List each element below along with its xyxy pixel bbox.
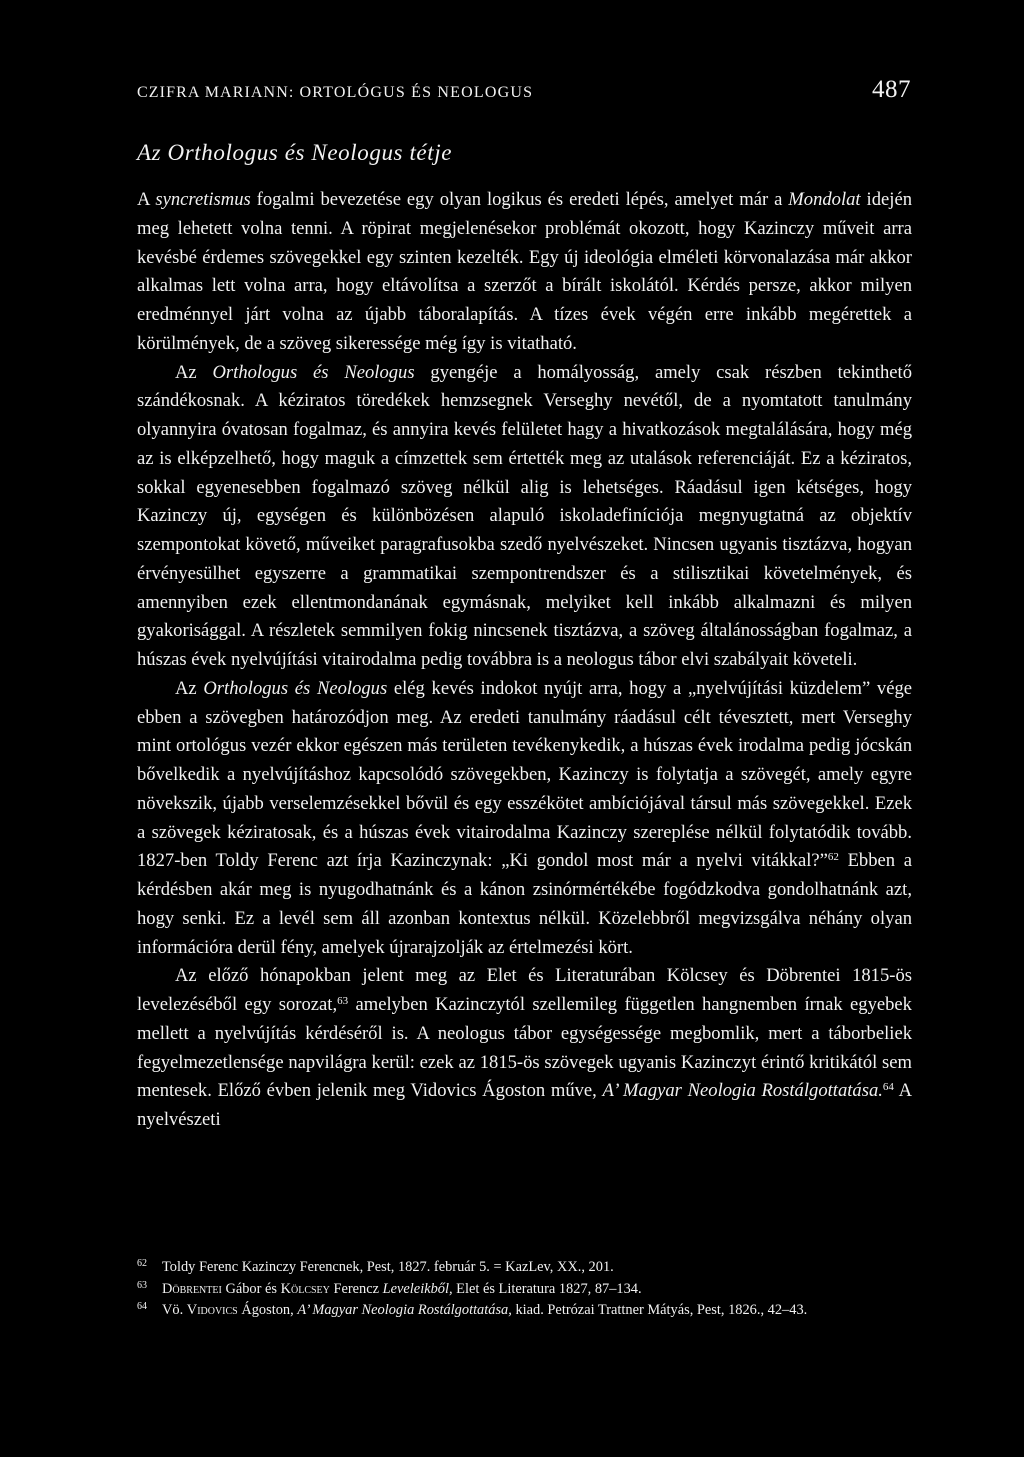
author-name: Vidovics (186, 1302, 238, 1318)
text-run: idején meg lehetett volna tenni. A röpirat megjelenésekor problémát okozott, hogy Kazinczy műveit arra kevésbé érdemes szövegekkel egy szinten kezelték. Egy új ideológia elméleti körvonalazása már akkor alkalmas lett volna arra, hogy eltávolítsa a szerzőt a bírált iskolától. Kérdés persze, akkor milyen eredménnyel járt volna az újabb táboralapítás. A tízes évek végén erre inkább megérettek a körülmények, de a szöveg sikeressége még így is vitatható. (137, 189, 912, 354)
footnote-number: 63 (137, 1279, 147, 1291)
text-run: Ágoston, (237, 1302, 298, 1318)
italic-title: Orthologus és Neologus (203, 677, 388, 699)
footnote-number: 64 (137, 1301, 147, 1312)
footnote-text (162, 1300, 912, 1322)
footnote-63 (137, 1279, 912, 1301)
italic-title: Leveleikből, (382, 1280, 453, 1297)
footnote-ref-64[interactable]: 64 (882, 1081, 894, 1094)
text-run: Vö. (162, 1302, 187, 1318)
text-run: A (137, 189, 156, 210)
text-run: Ebben a kérdésben akár meg is nyugodhatnánk és a kánon zsinórmértékébe fogódzkodva gondolhatnánk azt, hogy senki. Ez a levél sem áll azonban kontextus nélkül. Közelebbről megvizsgálva néhány olyan információra derül fény, amelyek újrarajzolják az értelmezési kört. (137, 850, 912, 958)
footnote-64 (137, 1300, 912, 1322)
italic-title: Orthologus és Neologus (212, 361, 415, 383)
text-run: A nyelvészeti (137, 1080, 912, 1130)
body-text (137, 186, 912, 1135)
paragraph-2 (137, 359, 912, 675)
running-head-text (137, 84, 533, 102)
author-name: Döbrentei (162, 1280, 222, 1297)
running-head-author: CZIFRA MARIANN: (137, 84, 295, 101)
text-run: elég kevés indokot nyújt arra, hogy a „nyelvújítási küzdelem” vége ebben a szövegben határozódjon meg. Az eredeti tanulmány ráadásul célt tévesztett, mert Verseghy mint ortológus vezér ekkor egészen más területen tevékenykedik, a húszas évek irodalma pedig jócskán bővelkedik a nyelvújításhoz kapcsolódó szövegekben, Kazinczy is folytatja a szövegét, amely egyre növekszik, újabb verselemzésekkel bővül és egy esszékötet ambíciójával társul más szövegekkel. Ezek a szövegek kéziratosak, és a húszas évek vitairodalma Kazinczy szereplése nélkül folytatódik tovább. 1827-ben Toldy Ferenc azt írja Kazinczynak: „Ki gondol most már a nyelvi vitákkal?” (137, 677, 912, 872)
italic-title: A’ Magyar Neologia Rostálgottatása, (297, 1302, 512, 1318)
footnote-62 (137, 1257, 912, 1279)
author-name: Kölcsey (280, 1280, 330, 1297)
text-run: kiad. Petrózai Trattner Mátyás, Pest, 1826., 42–43. (511, 1302, 808, 1318)
text-run: gyengéje a homályosság, amely csak részben tekinthető szándékosnak. A kéziratos töredékek hemzsegnek Verseghy nevétől, de a nyomtatott tanulmány olyannyira óvatosan fogalmaz, és annyira kevés felületet hagy a hivatkozások megtalálására, hogy még az is elképzelhető, hogy maguk a címzettek sem értették meg az utalások referenciáját. Ez a kéziratos, sokkal egyenesebben fogalmazó szöveg nélkül alig is lehetséges. Ráadásul igen kétséges, hogy Kazinczy új, egységen és különbözésen alapuló iskoladefiníciója megnyugtatná az objektív szempontokat követő, műveiket paragrafusokba szedő nyelvészeket. Nincsen ugyanis tisztázva, hogyan érvényesülhet egyszerre a grammatikai szempontrendszer és a stilisztikai követelmények, és amennyiben ezek ellentmondanának egymásnak, melyiket kell inkább alkalmazni és milyen gyakorisággal. A részletek semmilyen fokig nincsenek tisztázva, a szöveg általánosságban fogalmaz, a húszas évek nyelvújítási vitairodalma pedig továbbra is a neologus tábor elvi szabályait követeli. (137, 361, 912, 670)
footnote-text: Toldy Ferenc Kazinczy Ferencnek, Pest, 1827. február 5. = KazLev, XX., 201. (162, 1259, 614, 1275)
italic-term: syncretismus (155, 189, 251, 210)
footnote-ref-63[interactable]: 63 (337, 995, 349, 1007)
footnote-text (162, 1279, 912, 1301)
text-run: amelyben Kazinczytól szellemileg független hangnemben írnak egyebek mellett a nyelvújítás kérdéséről is. A neologus tábor egységessége megbomlik, mert a táborbeliek fegyelmezetlensége napvilágra kerül: ezek az 1815-ös szövegek ugyanis Kazinczyt érintő kritikától sem mentesek. Előző évben jelenik meg Vidovics Ágoston műve, (137, 994, 912, 1102)
italic-title: Mondolat (788, 189, 861, 210)
footnotes (137, 1257, 912, 1322)
paragraph-4 (137, 962, 912, 1135)
text-run: Az előző hónapokban jelent meg az Elet és Literaturában Kölcsey és Döbrentei 1815-ös levelezéséből egy sorozat, (137, 965, 912, 1015)
running-head-title: ORTOLÓGUS ÉS NEOLOGUS (299, 84, 534, 101)
footnote-number: 62 (137, 1258, 147, 1269)
paragraph-3 (137, 675, 912, 963)
text-run: Az (175, 361, 213, 383)
text-run: fogalmi bevezetése egy olyan logikus és eredeti lépés, amelyet már a (250, 189, 789, 210)
text-run: Gábor és (221, 1280, 281, 1297)
paragraph-1 (137, 186, 912, 359)
running-head (137, 76, 911, 104)
footnote-ref-62[interactable]: 62 (827, 851, 839, 864)
page-number: 487 (872, 76, 911, 103)
italic-title: A’ Magyar Neologia Rostálgottatása. (602, 1080, 883, 1102)
section-title: Az Orthologus és Neologus tétje (137, 140, 453, 165)
text-run: Elet és Literatura 1827, 87–134. (452, 1280, 642, 1297)
text-run: Ferencz (329, 1280, 383, 1297)
text-run: Az (175, 677, 204, 699)
